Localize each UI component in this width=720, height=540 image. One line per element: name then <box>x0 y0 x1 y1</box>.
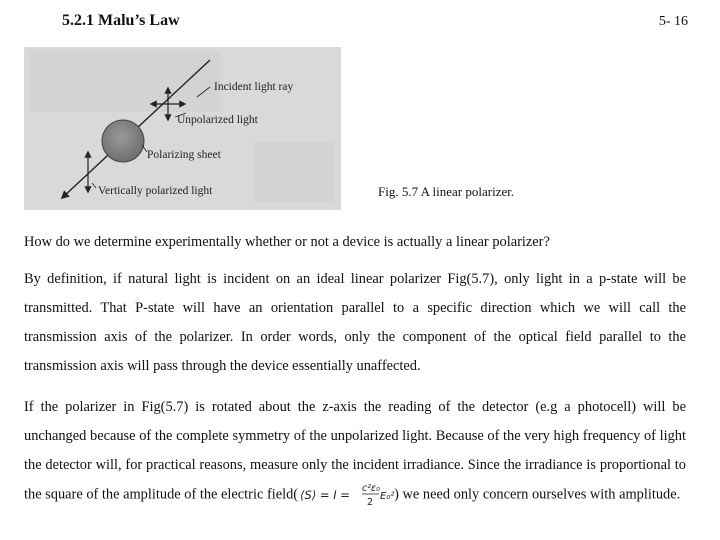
rotation-paragraph <box>24 393 686 510</box>
equation-term: E₀² <box>380 491 395 502</box>
label-unpolarized-light: Unpolarized light <box>177 114 258 126</box>
section-title: 5.2.1 Malu’s Law <box>62 12 180 29</box>
irradiance-equation <box>300 480 395 510</box>
label-incident-light: Incident light ray <box>214 81 294 93</box>
label-vertically-polarized: Vertically polarized light <box>98 185 213 197</box>
definition-paragraph: By definition, if natural light is incident on an ideal linear polarizer Fig(5.7), only light in a p-state will be transmitted. That P-state will have an orientation parallel to a specific direction which we will call the transmission axis of the polarizer. In order words, only the component of the optical field parallel to the transmission axis will pass through the device essentially unaffected. <box>24 271 686 374</box>
rotation-text-start: If the polarizer in Fig(5.7) is rotated about the z-axis the reading of the detector (e.g a photocell) will be unchanged because of the complete symmetry of the unpolarized light. Because of the very high frequency of light the detector will, for practical reasons, measure only the incident irradiance. Since the irradiance is proportional to the square of the amplitude of the electric field( <box>24 399 686 503</box>
page-number: 5- 16 <box>658 14 688 29</box>
question-paragraph: How do we determine experimentally whether or not a device is actually a linear polarizer? <box>24 234 550 250</box>
rotation-text-end: ) we need only concern ourselves with amplitude. <box>394 486 681 503</box>
equation-denominator: 2 <box>367 497 374 508</box>
equation-numerator: c²ε₀ <box>362 483 381 494</box>
equation-lhs: ⟨S⟩ = I = <box>300 488 351 502</box>
label-polarizing-sheet: Polarizing sheet <box>147 149 221 161</box>
figure-caption: Fig. 5.7 A linear polarizer. <box>378 184 515 199</box>
polarizer-figure <box>24 47 341 210</box>
polarizing-sheet-disc <box>102 120 144 162</box>
